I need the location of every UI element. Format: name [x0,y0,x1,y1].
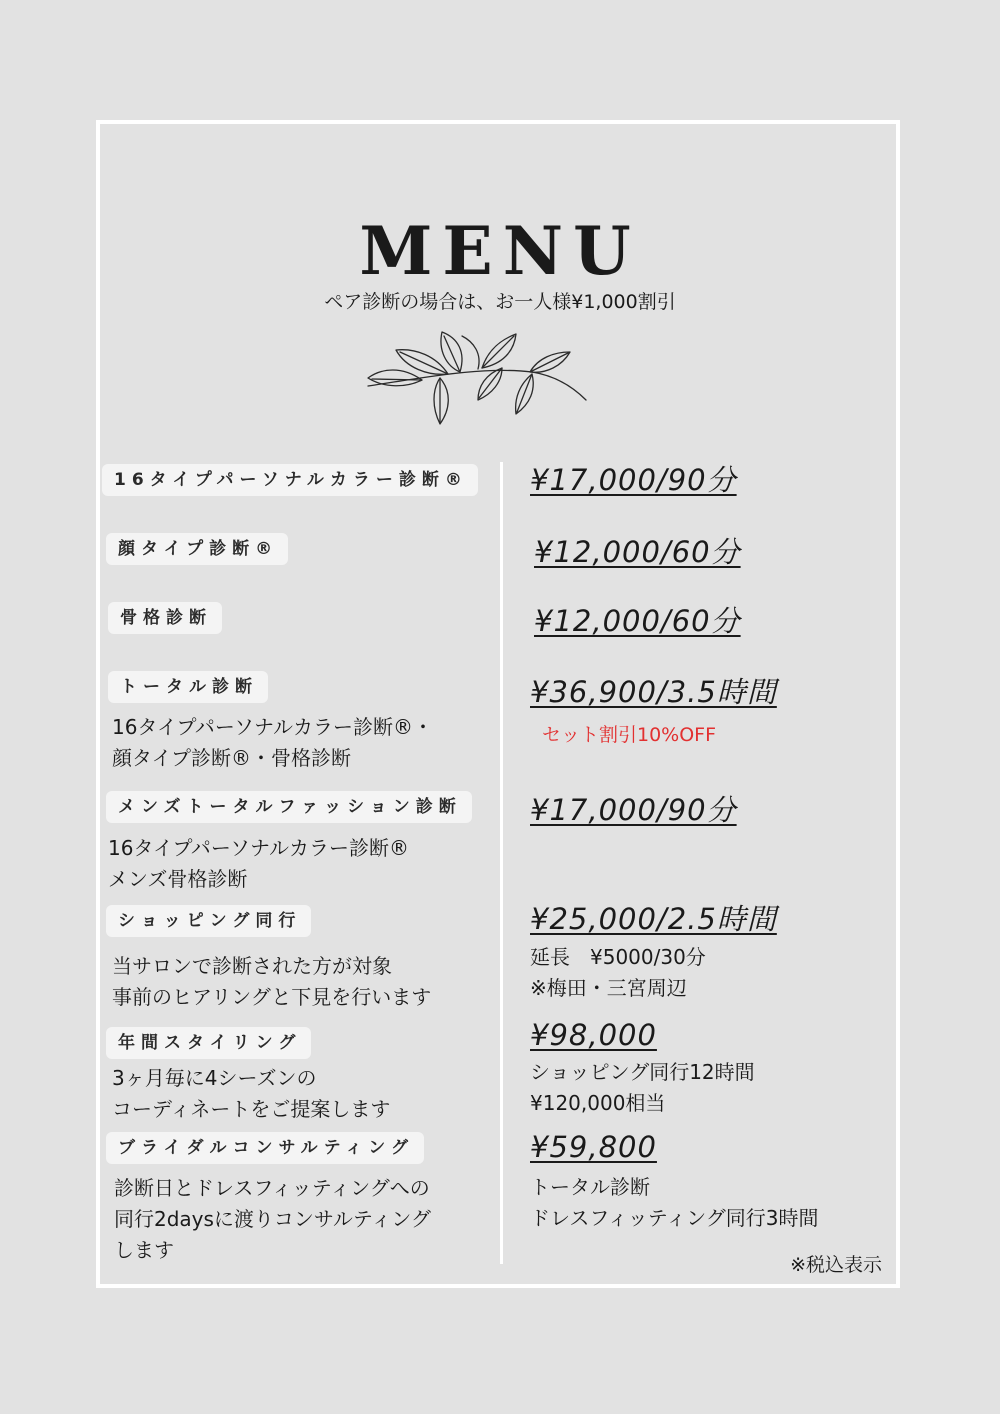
menu-item-skeleton: 骨格診断 [108,602,222,634]
desc-line: 3ヶ月毎に4シーズンの [112,1066,317,1090]
menu-item-bridal: ブライダルコンサルティング [106,1132,424,1164]
price-annual-styling: ¥98,000 [530,1018,657,1052]
price-personal-color: ¥17,000/90分 [530,463,737,497]
price-skeleton: ¥12,000/60分 [534,604,741,638]
desc-annual-styling [112,1063,390,1125]
column-divider [500,462,503,1264]
desc-line: メンズ骨格診断 [108,867,248,891]
detail-line: トータル診断 [530,1175,650,1199]
desc-line: コーディネートをご提案します [112,1097,391,1121]
price-shopping: ¥25,000/2.5時間 [530,902,777,936]
menu-item-mens-total: メンズトータルファッション診断 [106,791,472,823]
price-mens-total: ¥17,000/90分 [530,793,737,827]
desc-bridal [114,1173,431,1266]
menu-item-total: トータル診断 [108,671,268,703]
desc-line: 16タイプパーソナルカラー診断®・ [112,715,434,739]
desc-mens-total [108,833,409,895]
desc-line: 16タイプパーソナルカラー診断® [108,836,410,860]
price-face-type: ¥12,000/60分 [534,535,741,569]
detail-line: ショッピング同行12時間 [530,1060,755,1084]
pair-discount-note: ペア診断の場合は、お一人様¥1,000割引 [324,291,676,313]
desc-total [112,712,433,774]
menu-item-annual-styling: 年間スタイリング [106,1027,311,1059]
detail-bridal [530,1172,819,1234]
desc-line: します [114,1238,174,1262]
detail-shopping [530,942,706,1004]
desc-line: 当サロンで診断された方が対象 [112,954,392,978]
detail-line: 延長 ¥5000/30分 [530,945,706,969]
price-bridal: ¥59,800 [530,1130,657,1164]
detail-annual-styling [530,1057,755,1119]
detail-line: ドレスフィッティング同行3時間 [530,1206,819,1230]
tax-included-note: ※税込表示 [790,1254,882,1276]
detail-line: ※梅田・三宮周辺 [530,976,687,1000]
price-total: ¥36,900/3.5時間 [530,675,777,709]
menu-item-personal-color: 16タイプパーソナルカラー診断® [102,464,478,496]
set-discount-note: セット割引10%OFF [542,724,717,746]
menu-item-face-type: 顔タイプ診断® [106,533,288,565]
menu-item-shopping: ショッピング同行 [106,905,311,937]
desc-shopping [112,951,431,1013]
detail-line: ¥120,000相当 [530,1091,666,1115]
desc-line: 診断日とドレスフィッティングへの [114,1176,430,1200]
leaf-branch-icon [362,328,592,428]
desc-line: 同行2daysに渡りコンサルティング [114,1207,431,1231]
desc-line: 顔タイプ診断®・骨格診断 [112,746,351,770]
page-title: MENU [359,212,641,290]
desc-line: 事前のヒアリングと下見を行います [112,985,432,1009]
